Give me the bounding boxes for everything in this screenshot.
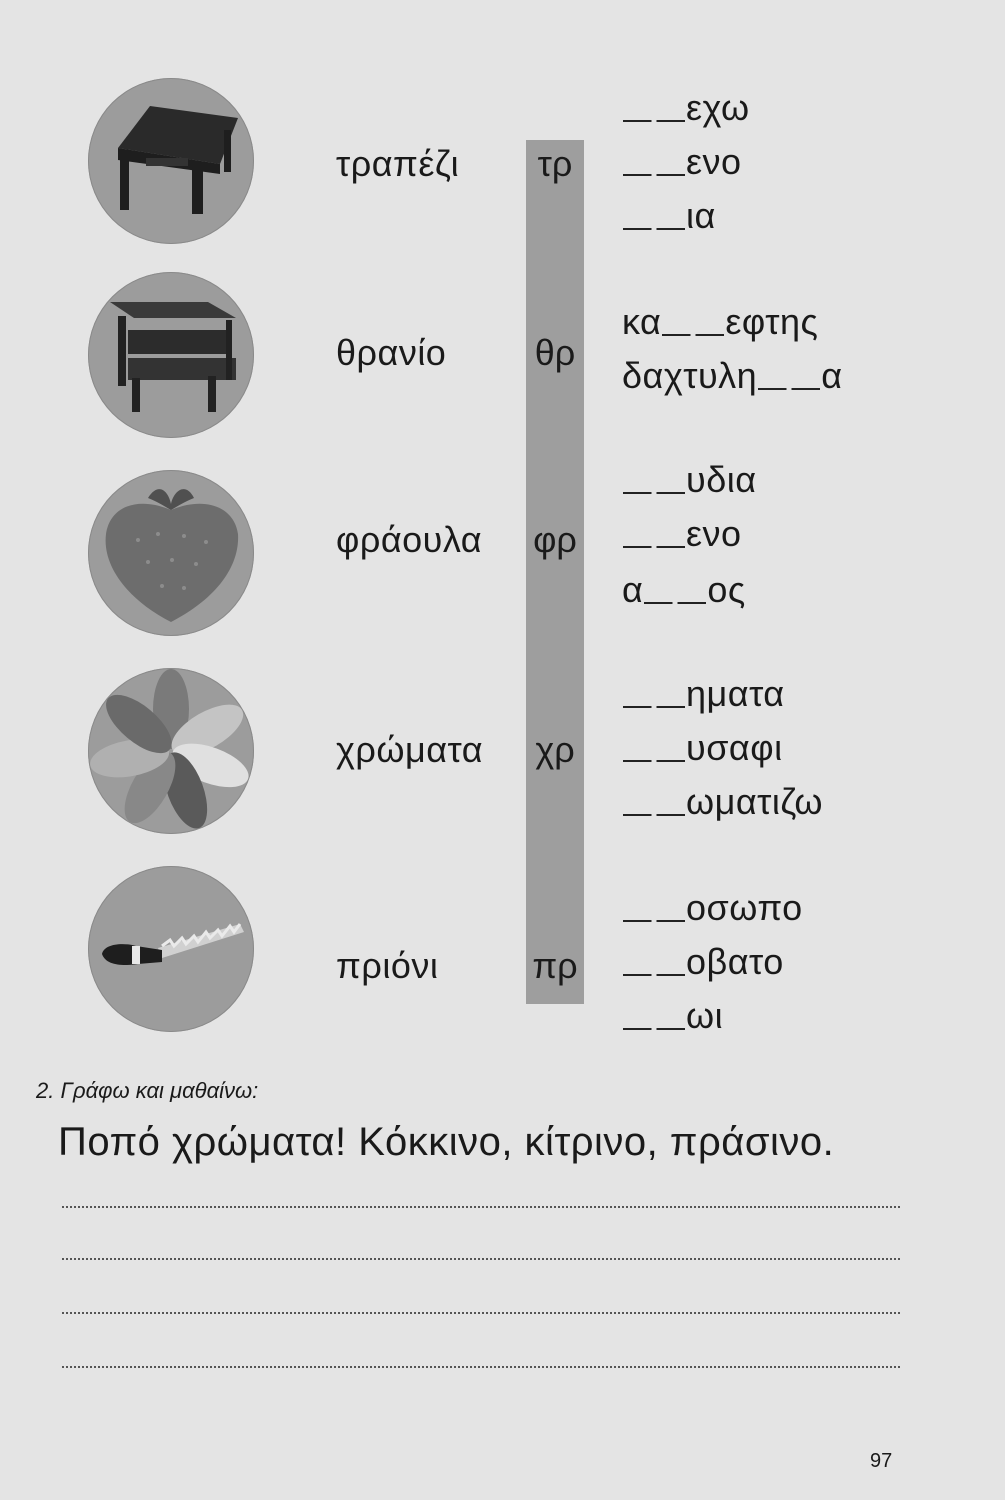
writing-line[interactable] <box>62 1312 900 1314</box>
fill-in-fragment[interactable]: υσαφι <box>622 728 783 768</box>
fill-in-fragment[interactable]: υδια <box>622 460 757 500</box>
syllable-label: χρ <box>535 729 575 770</box>
row-word: χρώματα <box>336 729 484 770</box>
writing-line[interactable] <box>62 1366 900 1368</box>
fill-in-fragment[interactable]: οσωπο <box>622 888 803 928</box>
fill-in-fragment[interactable]: ενο <box>622 514 742 554</box>
syllable-label: φρ <box>533 519 577 560</box>
fill-in-fragment[interactable]: κα εφτης <box>622 301 819 342</box>
table-icon <box>88 78 254 244</box>
syllable-label: τρ <box>537 143 573 184</box>
fill-in-fragment[interactable]: α ος <box>622 569 746 610</box>
fill-in-fragment[interactable]: οβατο <box>622 942 784 982</box>
blank-line[interactable] <box>623 760 685 762</box>
row-word: φράουλα <box>336 519 483 560</box>
blank-line[interactable] <box>758 388 820 390</box>
exercise-sentence: Ποπό χρώματα! Κόκκινο, κίτρινο, πράσινο. <box>58 1120 835 1164</box>
blank-line[interactable] <box>644 602 706 604</box>
page-number: 97 <box>870 1450 893 1472</box>
saw-icon <box>88 866 254 1032</box>
syllable-label: θρ <box>534 332 576 373</box>
row-word: τραπέζι <box>336 143 460 184</box>
blank-line[interactable] <box>623 1028 685 1030</box>
row-word: πριόνι <box>336 945 439 986</box>
color-palette-icon <box>88 668 254 834</box>
blank-line[interactable] <box>623 706 685 708</box>
fill-in-fragment[interactable]: εχω <box>622 88 750 128</box>
blank-line[interactable] <box>623 546 685 548</box>
blank-line[interactable] <box>623 920 685 922</box>
blank-line[interactable] <box>623 974 685 976</box>
fill-in-fragment[interactable]: δαχτυλη α <box>622 355 843 396</box>
exercise-label: 2. Γράφω και μαθαίνω: <box>36 1078 259 1103</box>
blank-line[interactable] <box>623 120 685 122</box>
blank-line[interactable] <box>623 492 685 494</box>
fill-in-fragment[interactable]: ηματα <box>622 674 785 714</box>
syllable-label: πρ <box>532 945 578 986</box>
syllable-column <box>526 140 584 1004</box>
row-word: θρανίο <box>336 332 447 373</box>
fill-in-fragment[interactable]: ια <box>622 196 716 236</box>
strawberry-icon <box>88 470 254 636</box>
blank-line[interactable] <box>623 228 685 230</box>
writing-line[interactable] <box>62 1206 900 1208</box>
school-desk-icon <box>88 272 254 438</box>
writing-line[interactable] <box>62 1258 900 1260</box>
blank-line[interactable] <box>623 174 685 176</box>
blank-line[interactable] <box>662 334 724 336</box>
fill-in-fragment[interactable]: ωι <box>622 996 723 1036</box>
fill-in-fragment[interactable]: ωματιζω <box>622 782 823 822</box>
blank-line[interactable] <box>623 814 685 816</box>
fill-in-fragment[interactable]: ενο <box>622 142 742 182</box>
